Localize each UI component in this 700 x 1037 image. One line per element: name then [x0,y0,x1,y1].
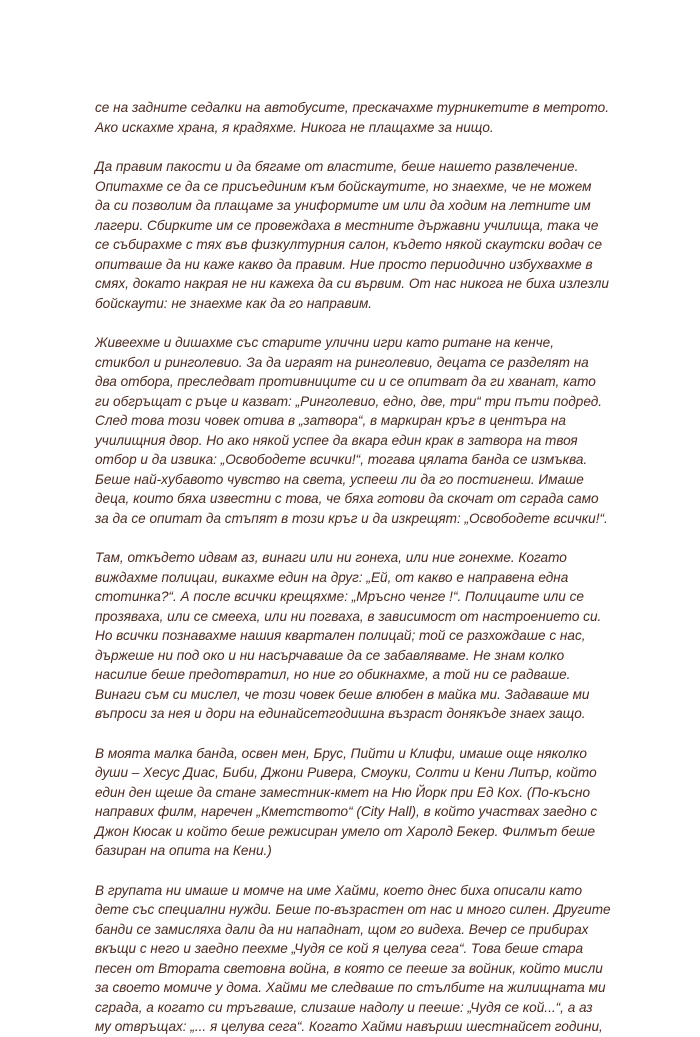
text-line: един ден щеше да стане заместник-кмет на Ню Йорк при Ед Кох. (По-късно [95,784,591,800]
text-line: за да се опитат да стъпят в този кръг и да изкрещят: „Освободете всички!“. [95,510,608,526]
text-line: виждахме полицаи, викахме един на друг: „Ей, от какво е направена една [95,569,569,585]
text-line: деца, които бяха известни с това, че бяха готови да скочат от сграда само [95,491,599,506]
text-line: банди се замисляха дали да ни нападнат, щом го видеха. Вечер се прибирах [95,921,589,937]
text-line: два отбора, преследват противниците си и се опитват да ги хванат, като [95,374,596,389]
text-line: опитваше да ни каже какво да правим. Ние просто периодично избухвахме в [95,256,593,272]
text-line: дете със специални нужди. Беше по-възрастен от нас и много силен. Другите [95,902,611,917]
text-line: прозяваха, или се смееха, или ни погваха, в зависимост от настроението си. [95,608,602,624]
text-line: Там, откъдето идвам аз, винаги или ни гонеха, или ние гонехме. Когато [95,550,567,565]
body-paragraph [95,881,611,1037]
text-line: бойскаути: не знаехме как да го направим. [95,295,373,311]
text-line: въпроси за нея и дори на единайсетгодишна възраст донякъде знаех защо. [95,706,586,721]
text-line: стикбол и ринголевио. За да играят на ринголевио, децата се разделят на [95,354,589,370]
text-line: държеше ни под око и ни насърчаваше да се забавляваме. Не знам колко [95,647,565,663]
body-paragraph [95,333,611,528]
text-line: отбор и да извика: „Освободете всички!“, тогава цялата банда се измъква. [95,452,588,467]
text-line: песен от Втората световна война, в която се пееше за войник, който мисли [95,960,603,976]
body-paragraph [95,744,611,861]
text-line: Беше най-хубавото чувство на света, успееш ли да го постигнеш. Имаше [95,471,584,487]
body-paragraph [95,548,611,724]
text-line: се събирахме с тях във физкултурния салон, където някой скаутски водач се [95,237,603,252]
text-line: След това този човек отива в „затвора“, в маркиран кръг в центъра на [95,413,566,428]
text-line: базиран на опита на Кени.) [95,843,272,858]
body-paragraph [95,98,611,137]
body-paragraph [95,157,611,313]
text-line: Но всички познавахме нашия квартален полицай; той се разхождаше с нас, [95,628,586,643]
text-line: лагери. Сбирките им се провеждаха в местните държавни училища, така че [95,217,599,233]
text-line: Да правим пакости и да бягаме от властите, беше нашето развлечение. [95,159,579,174]
text-line: души – Хесус Диас, Биби, Джони Ривера, Смоуки, Солти и Кени Липър, който [95,765,597,780]
text-line: Ако искахме храна, я крадяхме. Никога не плащахме за нищо. [95,119,494,135]
text-line: се на задните седалки на автобусите, прескачахме турникетите в метрото. [95,100,609,115]
text-line: му отвръщах: „... я целува сега“. Когато Хайми навърши шестнайсет години, [95,1019,603,1034]
text-line: В групата ни имаше и момче на име Хайми, което днес биха описали като [95,882,583,898]
text-line: Опитахме се да се присъединим към бойскаутите, но знаехме, че не можем [95,178,592,194]
text-line: сграда, а когато си тръгваше, слизаше надолу и пееше: „Чудя се кой...“, а аз [95,999,593,1015]
text-line: насилие беше предотвратил, но ние го обикнахме, а той ни се радваше. [95,667,571,682]
text-line: за своето момиче у дома. Хайми ме следваше по стълбите на жилищната ми [95,980,606,995]
text-line: Джон Кюсак и който беше режисиран умело от Харолд Бекер. Филмът беше [95,823,596,839]
text-line: стотинка?“. А после всички крещяхме: „Мръсно ченге !“. Полицаите или се [95,589,584,604]
text-line: Винаги съм си мислел, че този човек беше влюбен в майка ми. Задаваше ми [95,686,590,702]
text-line: Живеехме и дишахме със старите улични игри като ритане на кенче, [95,335,555,350]
text-line: смях, докато накрая не ни кажеха да си вървим. От нас никога не биха излезли [95,276,609,291]
text-line: училищния двор. Но ако някой успее да вкара един крак в затвора на твоя [95,432,578,448]
text-line: направих филм, наречен „Кметството“ (City Hall), в който участвах заедно с [95,804,598,819]
text-line: В моята малка банда, освен мен, Брус, Пийти и Клифи, имаше още няколко [95,745,587,761]
text-line: да си позволим да плащаме за униформите им или да ходим на летните им [95,198,591,213]
text-line: ги обгръщат с ръце и казват: „Ринголевио, едно, две, три“ три пъти подред. [95,393,603,409]
text-line: вкъщи с него и заедно пеехме „Чудя се кой я целува сега“. Това беше стара [95,941,584,956]
